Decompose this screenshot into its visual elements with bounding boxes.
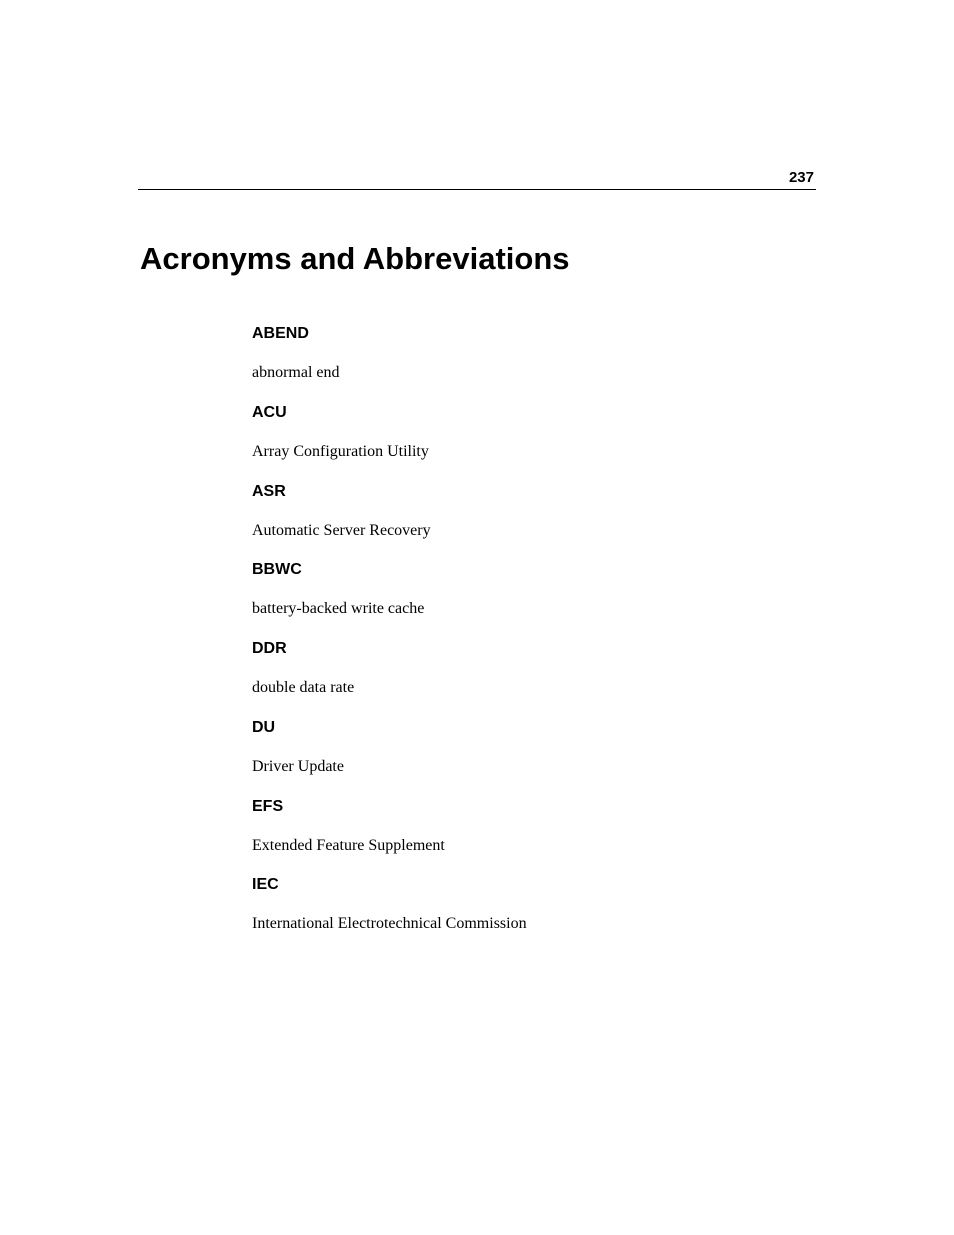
- acronym-term: ASR: [252, 482, 286, 500]
- acronym-definition: double data rate: [252, 679, 355, 696]
- acronym-definition: International Electrotechnical Commission: [252, 915, 527, 933]
- page-title: Acronyms and Abbreviations: [140, 241, 570, 276]
- acronym-definition: Array Configuration Utility: [252, 442, 429, 460]
- acronym-entry: [252, 324, 812, 403]
- acronym-term: EFS: [252, 797, 284, 815]
- acronym-entry: [252, 639, 812, 718]
- acronym-definition: Driver Update: [252, 757, 344, 775]
- acronym-entry: [252, 560, 812, 639]
- acronym-term: BBWC: [252, 561, 302, 579]
- acronym-definition: abnormal end: [252, 364, 340, 381]
- acronym-term: DU: [252, 718, 276, 736]
- acronym-term: IEC: [252, 876, 279, 894]
- acronym-entry: [252, 403, 812, 482]
- header-rule: [138, 189, 816, 190]
- acronym-definition: Extended Feature Supplement: [252, 836, 445, 854]
- acronym-entry: [252, 797, 812, 876]
- acronym-term: ACU: [252, 403, 287, 421]
- acronym-entry: [252, 482, 812, 561]
- acronym-entry: [252, 718, 812, 797]
- acronym-entry: [252, 875, 812, 954]
- acronym-term: DDR: [252, 640, 287, 657]
- acronym-definition: Automatic Server Recovery: [252, 521, 431, 539]
- acronym-term: ABEND: [252, 325, 309, 342]
- acronym-list: [252, 324, 812, 954]
- page-number: 237: [788, 169, 814, 186]
- acronym-definition: battery-backed write cache: [252, 600, 425, 618]
